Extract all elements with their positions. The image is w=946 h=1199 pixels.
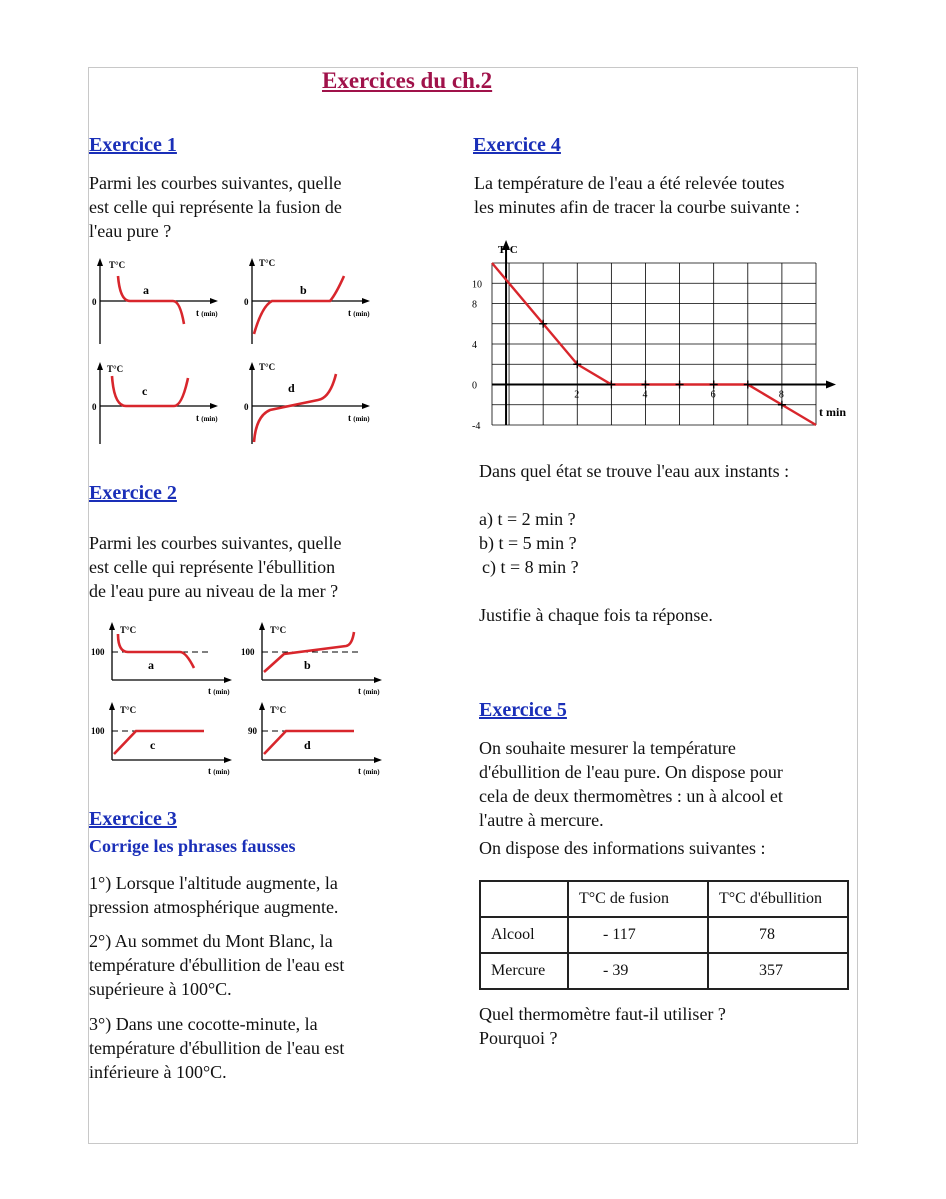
data-point-marker <box>641 381 649 389</box>
curve-c <box>112 376 188 406</box>
axis-label-unit: (min) <box>363 688 380 696</box>
table-row <box>480 953 848 989</box>
page-title: Exercices du ch.2 <box>322 68 493 93</box>
data-point-marker <box>710 381 718 389</box>
axis-label-y: T°C <box>120 705 137 715</box>
curve-letter-a: a <box>143 283 149 297</box>
axis-label-t: t <box>196 308 199 318</box>
ex2-heading: Exercice 2 <box>89 482 177 504</box>
level-label: 100 <box>241 647 255 657</box>
ex1-figures <box>88 254 388 450</box>
axis-label-unit: (min) <box>213 768 230 776</box>
svg-text:t (min) <box>358 766 380 776</box>
axis-label-t: t <box>208 766 211 776</box>
axis-label-t: t <box>348 413 351 423</box>
ex2-text: Parmi les courbes suivantes, quelle est celle qui représente l'ébullition de l'eau pure au niveau de la mer ? <box>89 533 342 601</box>
zero-label: 0 <box>244 402 249 412</box>
ex2-graph-b <box>241 622 382 696</box>
temperature-chart <box>470 238 855 438</box>
table-cell: Alcool <box>480 917 568 953</box>
axis-label-t: t <box>358 686 361 696</box>
ex3-item-1: 1°) Lorsque l'altitude augmente, la pression atmosphérique augmente. <box>89 873 339 917</box>
curve-letter-d: d <box>304 738 311 752</box>
svg-text:t (min) <box>348 413 370 423</box>
axis-label-t: t <box>348 308 351 318</box>
ex1-text: Parmi les courbes suivantes, quelle est celle qui représente la fusion de l'eau pure ? <box>89 173 342 241</box>
curve-d <box>254 374 336 442</box>
axis-label-unit: (min) <box>201 415 218 423</box>
curve-letter-c: c <box>150 738 156 752</box>
axis-label-y: T°C <box>259 362 276 372</box>
svg-text:t (min) <box>208 686 230 696</box>
thermometer-table <box>479 880 849 990</box>
curve-b <box>254 276 344 334</box>
ex4-text: La température de l'eau a été relevée toutes les minutes afin de tracer la courbe suivante : <box>474 173 800 217</box>
svg-text:t (min) <box>196 308 218 318</box>
data-point-marker <box>676 381 684 389</box>
x-tick-label: 8 <box>778 389 784 401</box>
table-row <box>480 917 848 953</box>
table-cell: - 117 <box>568 917 708 953</box>
zero-label: 0 <box>92 402 97 412</box>
ex2-figures <box>88 618 398 782</box>
axis-label-y: T°C <box>259 258 276 268</box>
ex2-graph-d <box>248 702 382 776</box>
x-tick-label: 6 <box>710 389 716 401</box>
curve-letter-a: a <box>148 658 154 672</box>
curve-c <box>114 731 204 754</box>
axis-label-unit: (min) <box>353 415 370 423</box>
ex4-option-b: b) t = 5 min ? <box>479 533 577 553</box>
ex3-heading: Exercice 3 <box>89 808 177 830</box>
chart-axes <box>492 240 836 425</box>
y-tick-label: -4 <box>472 421 481 432</box>
axis-label-y: T°C <box>270 625 287 635</box>
ex3-subheading: Corrige les phrases fausses <box>89 836 296 856</box>
x-axis-arrow <box>826 381 836 389</box>
axis-label-y: T°C <box>270 705 287 715</box>
axis-label-unit: (min) <box>213 688 230 696</box>
table-header-cell: T°C d'ébullition <box>708 881 848 917</box>
y-tick-label: 4 <box>472 340 477 351</box>
svg-text:t (min) <box>348 308 370 318</box>
curve-letter-d: d <box>288 381 295 395</box>
x-tick-label: 2 <box>574 389 580 401</box>
curve-letter-c: c <box>142 384 148 398</box>
ex4-justify: Justifie à chaque fois ta réponse. <box>479 605 713 625</box>
zero-label: 0 <box>244 297 249 307</box>
ex1-graph-b <box>244 258 370 344</box>
ex5-text: On souhaite mesurer la température d'ébullition de l'eau pure. On dispose pour cela de deux thermomètres : un à alcool et l'autre à mercure. <box>479 738 783 830</box>
ex1-graph-d <box>244 362 370 444</box>
ex4-heading: Exercice 4 <box>473 134 561 156</box>
x-tick-label: 4 <box>642 389 648 401</box>
table-cell: 357 <box>708 953 848 989</box>
svg-text:t (min) <box>208 766 230 776</box>
axis-label-unit: (min) <box>201 310 218 318</box>
table-header-row <box>480 881 848 917</box>
ex1-graph-a <box>92 258 218 344</box>
axis-label-y: T°C <box>109 260 126 270</box>
ex2-graph-c <box>91 702 232 776</box>
ex3-item-2: 2°) Au sommet du Mont Blanc, la température d'ébullition de l'eau est supérieure à 100°C. <box>89 931 345 999</box>
curve-a <box>118 634 194 668</box>
ex2-graph-a <box>91 622 232 696</box>
axis-label-t: t <box>358 766 361 776</box>
axis-label-y: T°C <box>120 625 137 635</box>
ex5-question: Quel thermomètre faut-il utiliser ? Pourquoi ? <box>479 1004 726 1048</box>
axis-label-unit: (min) <box>363 768 380 776</box>
y-tick-label: 8 <box>472 299 477 311</box>
level-label: 90 <box>248 726 257 736</box>
svg-text:t (min) <box>196 413 218 423</box>
ex5-heading: Exercice 5 <box>479 699 567 721</box>
ex4-option-a: a) t = 2 min ? <box>479 509 576 529</box>
ex1-heading: Exercice 1 <box>89 134 177 156</box>
table-cell: Mercure <box>480 953 568 989</box>
table-header-cell: T°C de fusion <box>568 881 708 917</box>
level-label: 100 <box>91 726 105 736</box>
axis-label-y: T°C <box>107 364 124 374</box>
level-label: 100 <box>91 647 105 657</box>
axis-label-unit: (min) <box>353 310 370 318</box>
curve-letter-b: b <box>300 283 307 297</box>
table-cell: - 39 <box>568 953 708 989</box>
curve-a <box>118 276 184 324</box>
axis-label-t: t <box>208 686 211 696</box>
chart-tick-labels <box>472 279 784 432</box>
zero-label: 0 <box>92 297 97 307</box>
y-tick-label: 10 <box>472 279 482 291</box>
svg-text:t (min) <box>358 686 380 696</box>
chart-grid <box>492 263 816 425</box>
y-axis-label: T°C <box>498 244 518 256</box>
ex5-info: On dispose des informations suivantes : <box>479 838 766 858</box>
x-axis-label: t min <box>819 405 846 419</box>
ex4-question: Dans quel état se trouve l'eau aux instants : <box>479 461 790 481</box>
table-header-cell <box>480 881 568 917</box>
ex3-item-3: 3°) Dans une cocotte-minute, la température d'ébullition de l'eau est inférieure à 100°C. <box>89 1014 345 1082</box>
axis-label-t: t <box>196 413 199 423</box>
curve-letter-b: b <box>304 658 311 672</box>
ex1-graph-c <box>92 362 218 444</box>
table-cell: 78 <box>708 917 848 953</box>
ex4-option-c: c) t = 8 min ? <box>482 557 579 577</box>
y-tick-label: 0 <box>472 380 477 392</box>
